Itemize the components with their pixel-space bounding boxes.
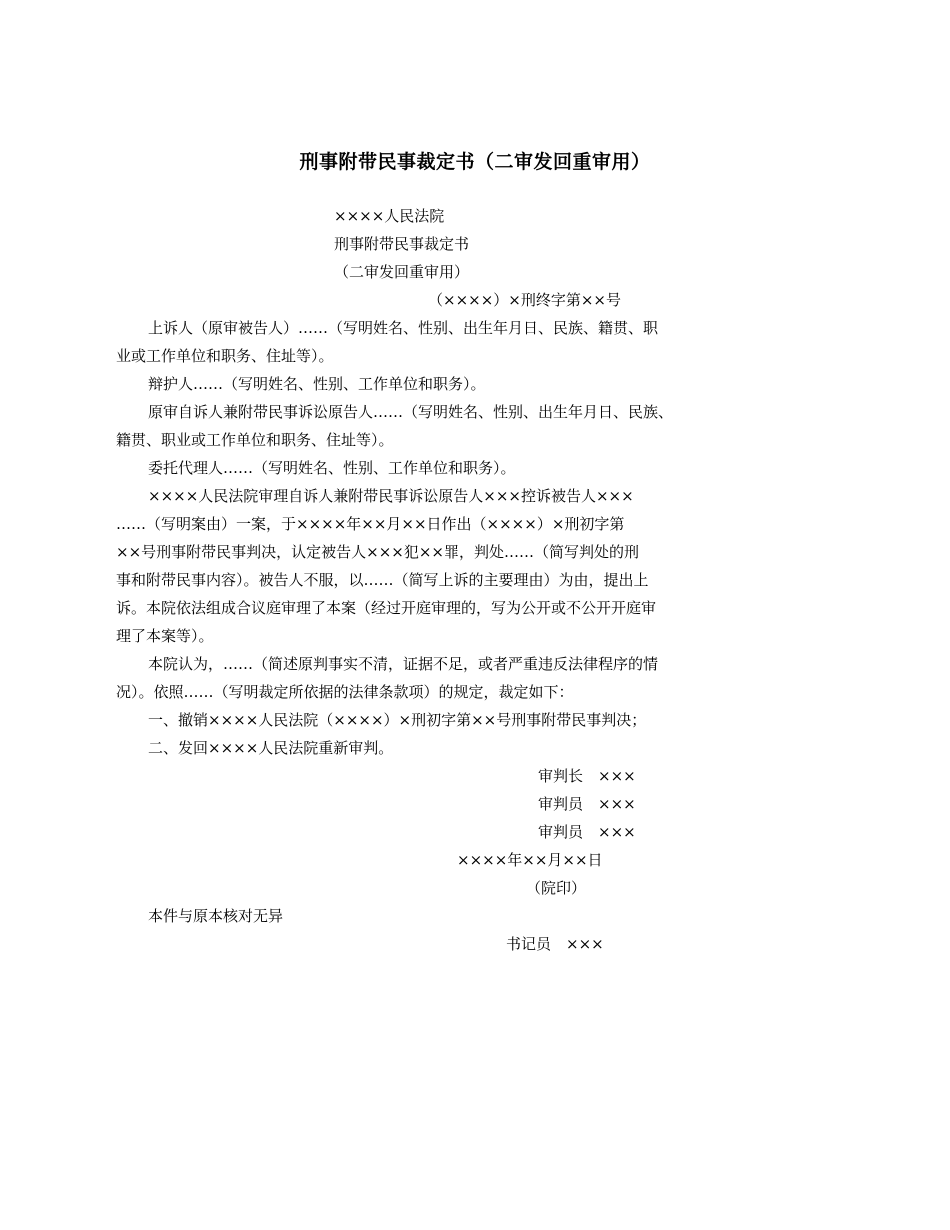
court-seal: （院印） (526, 879, 587, 897)
court-name: ××××人民法院 (334, 207, 445, 225)
appellant-line-2: 业或工作单位和职务、住址等）。 (116, 347, 334, 365)
reasoning-line: 况）。依照……（写明裁定所依据的法律条款项）的规定，裁定如下： (116, 683, 574, 701)
agent-line: 委托代理人……（写明姓名、性别、工作单位和职务）。 (148, 459, 516, 477)
facts-line: 事和附带民事内容）。被告人不服，以……（简写上诉的主要理由）为由，提出上 (116, 571, 649, 589)
doc-type: 刑事附带民事裁定书 (334, 235, 470, 253)
ruling-item: 一、撤销××××人民法院（××××）×刑初字第××号刑事附带民事判决； (148, 711, 647, 729)
plaintiff-line-1: 原审自诉人兼附带民事诉讼原告人……（写明姓名、性别、出生年月日、民族、 (148, 403, 674, 421)
judge-signature: 审判员 ××× (538, 795, 636, 813)
defender-line: 辩护人……（写明姓名、性别、工作单位和职务）。 (148, 375, 486, 393)
case-number: （××××）×刑终字第××号 (428, 291, 621, 309)
clerk-signature: 书记员 ××× (506, 935, 604, 953)
facts-line: ××号刑事附带民事判决，认定被告人×××犯××罪，判处……（简写判处的刑 (116, 543, 639, 561)
facts-line: ……（写明案由）一案，于××××年××月××日作出（××××）×刑初字第 (116, 515, 625, 533)
facts-line: ××××人民法院审理自诉人兼附带民事诉讼原告人×××控诉被告人××× (148, 487, 634, 505)
ruling-item: 二、发回××××人民法院重新审判。 (148, 739, 394, 757)
verification-note: 本件与原本核对无异 (148, 907, 284, 925)
appellant-line-1: 上诉人（原审被告人）……（写明姓名、性别、出生年月日、民族、籍贯、职 (148, 319, 659, 337)
facts-line: 诉。本院依法组成合议庭审理了本案（经过开庭审理的，写为公开或不公开开庭审 (116, 599, 657, 617)
document-title: 刑事附带民事裁定书（二审发回重审用） (299, 151, 651, 173)
judge-signature: 审判员 ××× (538, 823, 636, 841)
presiding-judge: 审判长 ××× (538, 767, 636, 785)
reasoning-line: 本院认为，……（简述原判事实不清，证据不足，或者严重违反法律程序的情 (148, 655, 659, 673)
doc-subtitle: （二审发回重审用） (334, 263, 470, 281)
facts-line: 理了本案等）。 (116, 627, 214, 645)
plaintiff-line-2: 籍贯、职业或工作单位和职务、住址等）。 (116, 431, 394, 449)
ruling-date: ××××年××月××日 (457, 851, 603, 869)
